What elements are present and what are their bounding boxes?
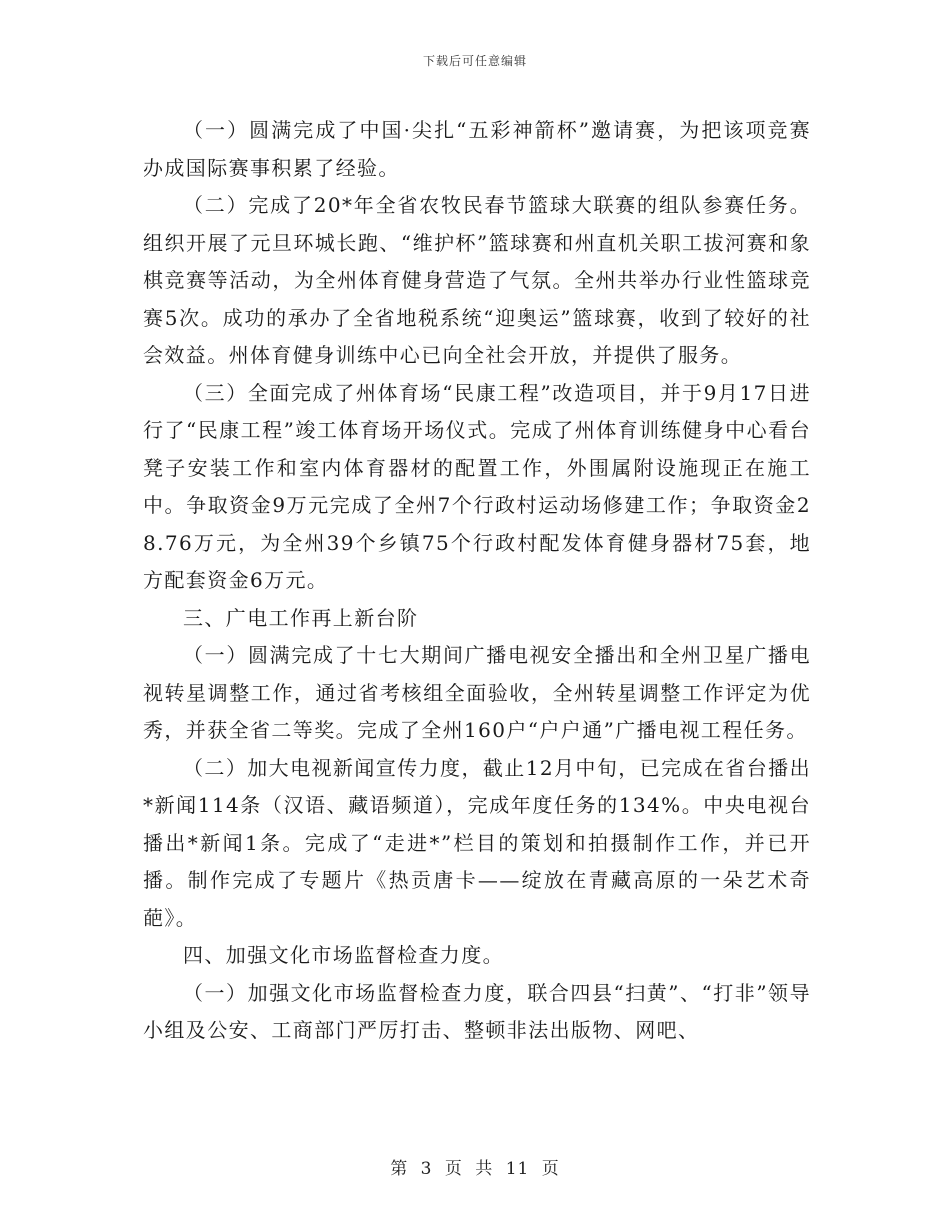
paragraph-broadcast-1: （一）圆满完成了十七大期间广播电视安全播出和全州卫星广播电视转星调整工作，通过省考核组全面验收，全州转星调整工作评定为优秀，并获全省二等奖。完成了全州160户“户户通”广播电视工程任务。 — [143, 643, 811, 742]
page-number-footer: 第 3 页 共 11 页 — [390, 1159, 560, 1179]
section-heading-culture-market: 四、加强文化市场监督检查力度。 — [183, 943, 504, 967]
page-header-note: 下载后可任意编辑 — [422, 54, 527, 68]
section-heading-broadcast: 三、广电工作再上新台阶 — [183, 605, 419, 630]
document-body — [143, 112, 811, 1050]
paragraph-sports-event-2: （二）完成了20*年全省农牧民春节篮球大联赛的组队参赛任务。组织开展了元旦环城长跑、“维护杯”篮球赛和州直机关职工拔河赛和象棋竞赛等活动，为全州体育健身营造了气氛。全州共举办行业性篮球竞赛5次。成功的承办了全省地税系统“迎奥运”篮球赛，收到了较好的社会效益。州体育健身训练中心已向全社会开放，并提供了服务。 — [143, 193, 811, 367]
paragraph-culture-market-1: （一）加强文化市场监督检查力度，联合四县“扫黄”、“打非”领导小组及公安、工商部门严厉打击、整顿非法出版物、网吧、 — [143, 980, 811, 1042]
paragraph-sports-event-1: （一）圆满完成了中国·尖扎“五彩神箭杯”邀请赛，为把该项竞赛办成国际赛事积累了经验。 — [143, 118, 811, 180]
paragraph-sports-facilities: （三）全面完成了州体育场“民康工程”改造项目，并于9月17日进行了“民康工程”竣工体育场开场仪式。完成了州体育训练健身中心看台凳子安装工作和室内体育器材的配置工作，外围属附设施现正在施工中。争取资金9万元完成了全州7个行政村运动场修建工作；争取资金28.76万元，为全州39个乡镇75个行政村配发体育健身器材75套，地方配套资金6万元。 — [143, 380, 811, 592]
paragraph-broadcast-2: （二）加大电视新闻宣传力度，截止12月中旬，已完成在省台播出*新闻114条（汉语、藏语频道），完成年度任务的134%。中央电视台播出*新闻1条。完成了“走进*”栏目的策划和拍摄制作工作，并已开播。制作完成了专题片《热贡唐卡——绽放在青藏高原的一朵艺术奇葩》。 — [143, 755, 811, 930]
